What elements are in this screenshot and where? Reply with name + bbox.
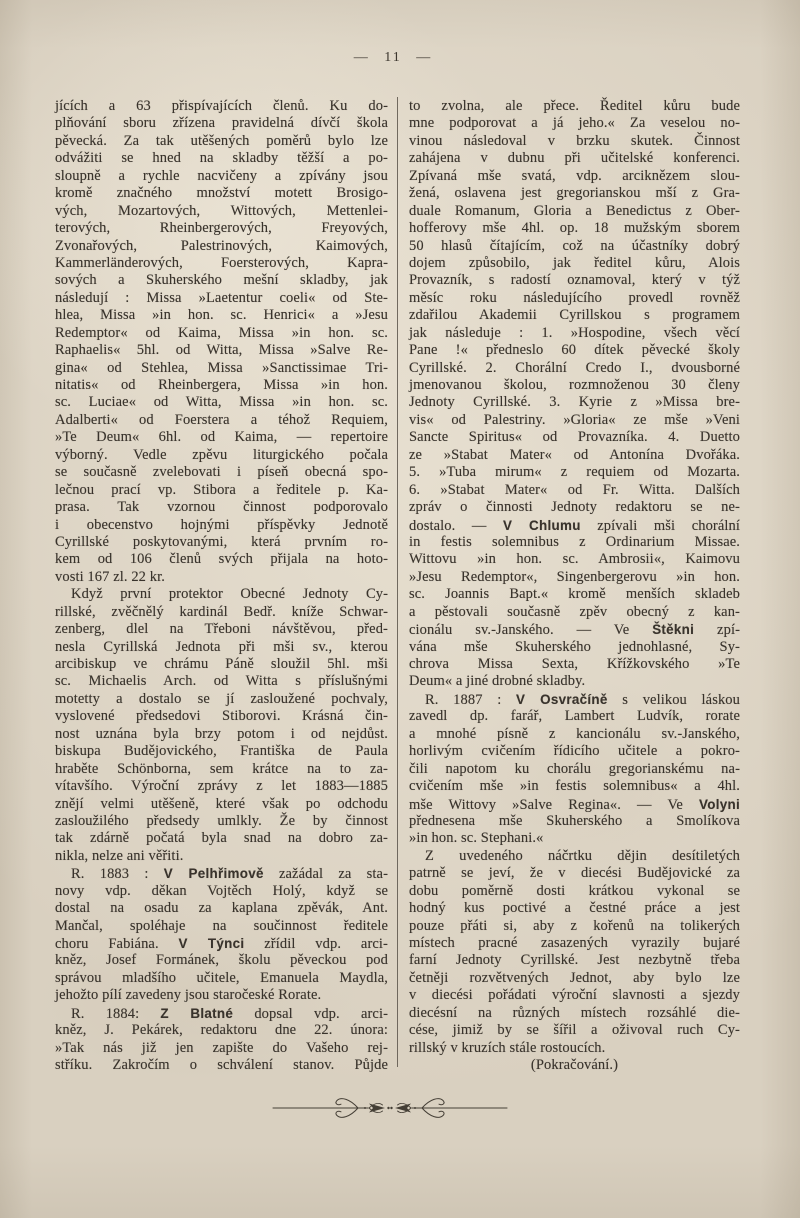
text-line: sloupně a rychle nacvičeny a zpívány jsou xyxy=(55,167,388,184)
text-line: jmenovanou školou, rozmnoženou 30 členy xyxy=(409,377,740,393)
text-line: motetty a dostalo se jí zasloužené pochvaly, xyxy=(55,690,388,707)
text-line: jících a 63 přispívajících členů. Ku do- xyxy=(55,98,388,114)
text-line: Jednoty Cyrillské. 3. Kyrie z »Missa bre- xyxy=(409,394,740,411)
text-column-right xyxy=(409,98,740,1075)
text-line: pěvecká. Za tak utěšených poměrů bylo lze xyxy=(55,132,388,149)
text-line: Kammerländerových, Foersterových, Kapra- xyxy=(55,254,388,271)
text-line: »Jesu Redemptor«, Singenbergerovu »in hon. xyxy=(409,568,740,585)
text-line: se současně zvelebovati i píseň obecná spo- xyxy=(55,464,388,481)
text-line: Cyrillské poskytovanými, která prvním ro- xyxy=(55,533,388,550)
place-name-emphasis: V Osvračíně xyxy=(516,691,608,707)
text-line: Když první protektor Obecné Jednoty Cy- xyxy=(71,586,388,603)
text-line: mne podporovat a já jeho.« Za veselou no- xyxy=(409,115,740,132)
text-line: vých, Mozartových, Wittových, Mettenlei- xyxy=(55,202,388,219)
text-line: Wittovu »in hon. sc. Ambrosii«, Kaimovu xyxy=(409,551,740,568)
text-line: pouze přáti si, aby z kořenů na tolikerých xyxy=(409,917,740,934)
place-name-emphasis: V Pelhřimově xyxy=(163,866,264,882)
text-line: místech pracné zasazených vyrazily bujaré xyxy=(409,935,740,951)
text-line: Raphaelis« 5hl. od Witta, Missa »Salve Re- xyxy=(55,342,388,359)
text-line: hlea, Missa »in hon. sc. Henrici« a »Jesu xyxy=(55,307,388,324)
text-line: Zpívaná mše svatá, vdp. arciknězem slou- xyxy=(409,167,740,184)
text-line: gina« od Stehlea, Missa »Sanctissimae Tri- xyxy=(55,359,388,376)
text-line: sových a Skuherského mešní skladby, jak xyxy=(55,272,388,289)
text-line: »in hon. sc. Stephani.« xyxy=(409,830,544,847)
text-line: mše Wittovy »Salve Regina«. — Ve Volyni xyxy=(409,796,740,813)
text-line: (Pokračování.) xyxy=(530,1057,619,1074)
text-line: žená, oslavena jest gregorianskou mší z Gra- xyxy=(409,185,740,202)
page-number: — 11 — xyxy=(353,50,433,65)
text-line: cionálu sv.-Janského. — Ve Štěkni zpí- xyxy=(409,622,740,639)
text-line: kem od 106 členů svých přijala na hoto- xyxy=(55,551,388,568)
text-line: plňování sboru zřízena pravidelná dívčí škola xyxy=(55,115,388,132)
text-line: čili napotom ku chorálu gregorianskému na- xyxy=(409,760,740,777)
text-line: znějí velmi utěšeně, které však po odchodu xyxy=(55,795,388,812)
text-line: cése, jimiž by se šířil a oživoval ruch Cy- xyxy=(409,1022,740,1039)
place-name-emphasis: V Chlumu xyxy=(502,517,581,533)
text-line: in festis solemnibus z Ordinarium Missae. xyxy=(409,533,740,550)
text-line: tak zdárně počatá byla snad na dobro za- xyxy=(55,830,388,847)
text-line: následují : Missa »Laetentur coeli« od Ste- xyxy=(55,289,388,306)
text-line: cvičením mše »in festis solemnibus« a 4hl. xyxy=(409,778,740,795)
text-line: R. 1884: Z Blatné dopsal vdp. arci- xyxy=(71,1005,388,1022)
text-line: dostal na osadu za kaplana zpěvák, Ant. xyxy=(55,900,388,917)
text-line: nost uznána byla brzy potom i od nejdůst. xyxy=(55,725,388,742)
text-line: zdařilou Akademii Cyrillskou s programem xyxy=(409,307,740,324)
text-line: i obecenstvo hojnými příspěvky Jednotě xyxy=(55,516,388,533)
text-line: chrova Missa Sexta, Křížkovského »Te xyxy=(409,656,740,672)
text-line: správou mladšího učitele, Emanuela Maydla, xyxy=(55,969,388,986)
place-name-emphasis: Volyni xyxy=(699,796,740,812)
text-line: »Te Deum« 6hl. od Kaima, — repertoire xyxy=(55,429,388,446)
text-line: měsíc roku následujícího provedl rovněž xyxy=(409,289,740,306)
text-line: zasloužilého předsedy umlkly. Že by činnost xyxy=(55,812,388,829)
text-line: rillský v kruzích stále rostoucích. xyxy=(409,1039,606,1056)
text-line: horlivým cvičením řídicího učitele a pokro- xyxy=(409,743,740,760)
column-divider xyxy=(397,97,398,1067)
text-line: a pěstovali současně zpěv obecný z kan- xyxy=(409,603,740,620)
text-line: choru Fabiána. V Týnci zřídil vdp. arci- xyxy=(55,936,388,952)
text-line: kněz, Josef Formánek, školu pěveckou pod xyxy=(55,952,388,969)
text-line: vána mše Skuherského jednohlasné, Sy- xyxy=(409,638,740,655)
text-line: v diecési pořádati výroční slavnosti a sjezdy xyxy=(409,987,740,1004)
text-line: výborný. Vedle zpěvu liturgického počala xyxy=(55,446,388,463)
text-line: a mnohé písně z kancionálu sv.-Janského, xyxy=(409,725,740,742)
text-line: novy vdp. děkan Vojtěch Holý, když se xyxy=(55,882,388,899)
text-line: duale Romanum, Gloria a Benedictus z Ober- xyxy=(409,202,740,219)
text-line: kromě značného množství motett Brosigo- xyxy=(55,185,388,202)
text-line: vyslovené předsedovi Stiborovi. Krásná čin- xyxy=(55,708,388,725)
text-line: farní Jednoty Cyrillské. Jest nezbytně třeba xyxy=(409,952,740,969)
text-line: nikla, nelze ani věřiti. xyxy=(55,847,184,864)
text-line: rillské, zvěčnělý kardinál Bedř. kníže Schwar- xyxy=(55,603,388,620)
text-line: Z uvedeného náčrtku dějin desítiletých xyxy=(425,847,740,864)
text-line: R. 1883 : V Pelhřimově zažádal za sta- xyxy=(71,866,388,883)
text-column-left xyxy=(55,98,388,1075)
text-line: ze »Stabat Mater« od Antonína Dvořáka. xyxy=(409,446,740,463)
text-line: vítavšího. Výroční zprávy z let 1883—1885 xyxy=(55,778,388,795)
text-line: nitatis« od Rheinbergera, Missa »in hon. xyxy=(55,377,388,393)
text-line: diecésní na různých místech rozsáhlé die- xyxy=(409,1004,740,1021)
text-line: vinou následoval v brzku skutek. Činnost xyxy=(409,132,740,149)
text-line: to zvolna, ale přece. Ředitel kůru bude xyxy=(409,98,740,114)
text-line: Cyrillské. 2. Chorální Credo I., dvousborné xyxy=(409,359,740,376)
text-line: Sancte Spiritus« od Provazníka. 4. Duetto xyxy=(409,429,740,446)
text-line: jehožto pílí zavedeny jsou staročeské Rorate. xyxy=(55,987,322,1004)
text-line: dostalo. — V Chlumu zpívali mši chorální xyxy=(409,517,740,534)
text-line: Mančal, spoléhaje na součinnost ředitele xyxy=(55,917,388,934)
text-line: 50 hlasů čítajícím, což na účastníky dobrý xyxy=(409,237,740,254)
text-line: četněji rozvětvených Jednot, aby bylo lze xyxy=(409,969,740,986)
tailpiece-flourish-icon xyxy=(272,1092,508,1124)
text-line: patrně se jeví, že v diecési Budějovické za xyxy=(409,865,740,882)
text-line: lečnou prací vp. Stibora a ředitele p. Ka- xyxy=(55,481,388,498)
text-line: sc. Luciae« od Witta, Missa »in hon. sc. xyxy=(55,394,388,411)
text-line: hofferovy mše 4hl. op. 18 mužským sborem xyxy=(409,220,740,237)
text-line: »Tak nás již jen zapište do Vašeho rej- xyxy=(55,1039,388,1056)
text-line: stříku. Zakročím o schválení stanov. Půjde xyxy=(55,1057,388,1074)
text-line: prasa. Tak vzornou činnost podporovalo xyxy=(55,499,388,516)
text-line: jak následuje : 1. »Hospodine, všech věcí xyxy=(409,324,740,341)
text-line: sc. Michaelis Arch. od Witta s příslušnými xyxy=(55,673,388,690)
text-line: sc. Joannis Bapt.« kromě menších skladeb xyxy=(409,586,740,603)
text-line: vis« od Palestriny. »Gloria« ze mše »Veni xyxy=(409,411,740,428)
text-line: biskupa Budějovického, Františka de Paula xyxy=(55,743,388,760)
text-line: dojem způsobilo, jak ředitel kůru, Alois xyxy=(409,254,740,271)
text-line: dobu poměrně dosti krátkou vykonal se xyxy=(409,882,740,899)
text-line: R. 1887 : V Osvračíně s velikou láskou xyxy=(425,691,741,708)
text-line: odvážiti se hned na skladby těžší a po- xyxy=(55,150,388,167)
text-line: 6. »Stabat Mater« od Fr. Witta. Dalších xyxy=(409,481,740,498)
text-line: hraběte Schönborna, sem krátce na to za- xyxy=(55,760,388,777)
text-line: zpráv o činnosti Jednoty redaktoru se ne- xyxy=(409,499,740,516)
text-line: nesla Cyrillská Jednota při mši sv., kterou xyxy=(55,638,388,655)
text-line: Zvonařových, Palestrinových, Kaimových, xyxy=(55,237,388,254)
place-name-emphasis: Z Blatné xyxy=(160,1005,234,1021)
text-line: Provazník, s radostí oznamoval, který v týž xyxy=(409,272,740,289)
text-line: přednesena mše Skuherského a Smolíkova xyxy=(409,812,740,829)
text-line: zahájena v dubnu při učitelské konferenci. xyxy=(409,150,740,167)
text-line: hodný kus poctivé a čestné práce a jest xyxy=(409,900,740,917)
place-name-emphasis: Štěkni xyxy=(652,622,695,638)
text-line: arcibiskup ve chrámu Páně sloužil 5hl. mši xyxy=(55,656,388,672)
place-name-emphasis: V Týnci xyxy=(178,936,245,951)
text-line: Deum« a jiné drobné skladby. xyxy=(409,673,586,690)
text-line: 5. »Tuba mirum« z requiem od Mozarta. xyxy=(409,464,740,481)
text-line: zenberg, dlel na Třeboni návštěvou, před- xyxy=(55,621,388,638)
text-line: Pane !« předneslo 60 dítek pěvecké školy xyxy=(409,342,740,359)
text-line: kněz, J. Pekárek, redaktoru dne 22. února: xyxy=(55,1022,388,1039)
text-line: zavedl dp. farář, Lambert Ludvík, rorate xyxy=(409,708,740,725)
text-line: Adalberti« od Foerstera a téhož Requiem, xyxy=(55,411,388,428)
text-line: Redemptor« od Kaima, Missa »in hon. sc. xyxy=(55,324,388,341)
text-line: vosti 167 zl. 22 kr. xyxy=(55,568,165,585)
text-line: terových, Rheinbergerových, Freyových, xyxy=(55,220,388,237)
